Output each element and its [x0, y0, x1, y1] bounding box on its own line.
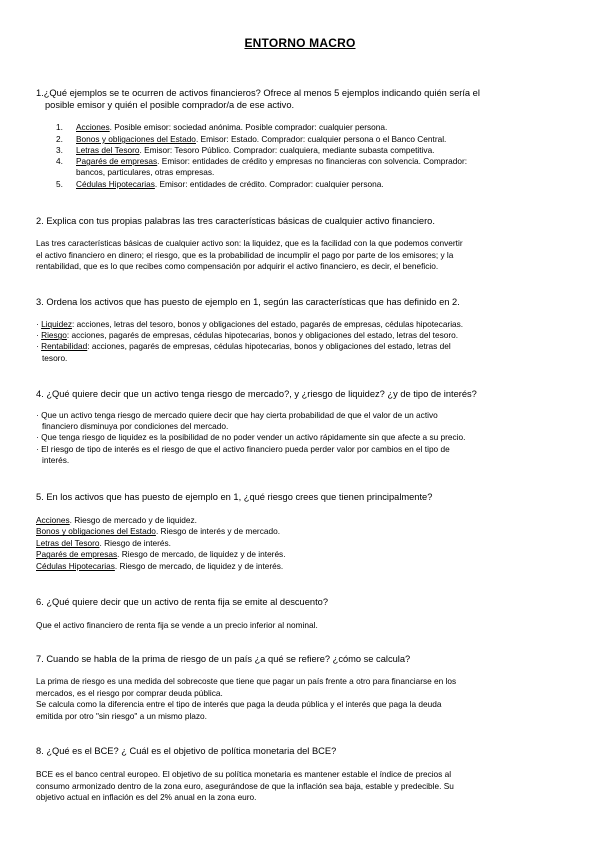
answer-6: Que el activo financiero de renta fija se vende a un precio inferior al nominal. [36, 620, 318, 630]
risk-text: . Riesgo de interés. [99, 537, 171, 548]
asset-term: Pagarés de empresas [76, 156, 158, 166]
asset-term: Pagarés de empresas [36, 549, 118, 560]
bullet-text-continued: tesoro. [42, 352, 68, 363]
list-item [56, 156, 556, 178]
list-number: 4. [56, 156, 63, 166]
risk-line [36, 538, 566, 549]
bullet-text: : acciones, pagarés de empresas, cédulas hipotecarias, bonos y obligaciones del estado, letras del tesoro. [66, 330, 459, 341]
answer-7 [36, 676, 566, 722]
asset-term: Acciones [76, 122, 110, 132]
question-2: 2. Explica con tus propias palabras las tres características básicas de cualquier activo financiero. [36, 216, 435, 226]
risk-text: . Riesgo de mercado, de liquidez y de interés. [114, 560, 284, 571]
question-3: 3. Ordena los activos que has puesto de ejemplo en 1, según las características que has definido en 2. [36, 297, 460, 307]
answer-line: emitida por otro "sin riesgo" a un mismo plazo. [36, 710, 207, 721]
list-number: 1. [56, 122, 63, 132]
list-item [56, 122, 556, 133]
risk-text: . Riesgo de mercado, de liquidez y de interés. [117, 549, 286, 560]
bullet-text: · Que un activo tenga riesgo de mercado quiere decir que hay cierta probabilidad de que el valor de un activo [36, 410, 438, 420]
asset-term: Bonos y obligaciones del Estado [36, 526, 156, 537]
asset-term: Letras del Tesoro [76, 145, 140, 155]
answer-line: mercados, es el riesgo por comprar deuda pública. [36, 687, 223, 698]
asset-term: Cédulas Hipotecarias [36, 560, 115, 571]
answer-4 [36, 410, 556, 466]
list-number: 5. [56, 179, 63, 189]
risk-text: . Riesgo de interés y de mercado. [155, 526, 280, 537]
asset-term: Bonos y obligaciones del Estado [76, 134, 196, 144]
question-8: 8. ¿Qué es el BCE? ¿ Cuál es el objetivo de política monetaria del BCE? [36, 746, 337, 756]
answer-line: Las tres características básicas de cualquier activo son: la liquidez, que es la facilidad con la que podemos convertir [36, 238, 463, 248]
characteristic-term: Liquidez [41, 319, 72, 329]
asset-term: Letras del Tesoro [36, 537, 100, 548]
list-text-continued: bancos, particulares, otras empresas. [76, 166, 215, 177]
characteristic-term: Rentabilidad [41, 341, 88, 352]
answer-line: consumo armonizado dentro de la zona euro, asegurándose de que la inflación sea baja, estable y predecible. Su [36, 780, 454, 791]
risk-line [36, 549, 566, 560]
bullet-text-continued: financiero disminuya por condiciones del mercado. [42, 421, 229, 432]
question-6: 6. ¿Qué quiere decir que un activo de renta fija se emite al descuento? [36, 597, 328, 607]
question-5: 5. En los activos que has puesto de ejemplo en 1, ¿qué riesgo crees que tienen principalmente? [36, 492, 433, 502]
bullet-text-continued: interés. [42, 454, 70, 465]
asset-term: Cédulas Hipotecarias [76, 179, 155, 189]
bullet-text: · Que tenga riesgo de liquidez es la posibilidad de no poder vender un activo rápidamente sin que afecte a su precio. [36, 432, 466, 443]
bullet-text: · El riesgo de tipo de interés es el riesgo de que el activo financiero pueda perder valor por cambios en el tipo de [36, 443, 450, 454]
answer-3 [36, 319, 556, 364]
answer-line: La prima de riesgo es una medida del sobrecoste que tiene que pagar un país frente a otro para financiarse en los [36, 676, 457, 686]
answer-5 [36, 515, 566, 572]
bullet-item [36, 410, 556, 432]
risk-line [36, 515, 566, 526]
risk-line [36, 526, 566, 537]
answer-line: Se calcula como la diferencia entre el tipo de interés que paga la deuda pública y el interés que paga la deuda [36, 699, 442, 710]
answer-line: rentabilidad, que es lo que recibes como compensación por adquirir el activo financiero, es decir, el beneficio. [36, 261, 439, 272]
list-number: 2. [56, 134, 63, 144]
characteristic-term: Riesgo [41, 330, 67, 341]
answer-line: el activo financiero en dinero; el riesgo, que es la probabilidad de incumplir el pago por parte de los emisores; y la [36, 249, 454, 260]
risk-text: . Riesgo de mercado y de liquidez. [69, 515, 197, 525]
list-text: . Emisor: entidades de crédito. Comprador: cualquier persona. [154, 179, 384, 189]
bullet-item: · Liquidez: acciones, letras del tesoro, bonos y obligaciones del estado, pagarés de empresas, cédulas hipotecarias. [36, 319, 464, 329]
bullet-text: : acciones, pagarés de empresas, cédulas hipotecarias, bonos y obligaciones del estado, letras del [87, 341, 451, 352]
list-text: . Emisor: Tesoro Público. Comprador: cualquiera, mediante subasta competitiva. [139, 145, 435, 155]
bullet-item: · Rentabilidad: acciones, pagarés de empresas, cédulas hipotecarias, bonos y obligaciones del estado, letras del tesoro. [36, 341, 556, 363]
question-7: 7. Cuando se habla de la prima de riesgo de un país ¿a qué se refiere? ¿cómo se calcula? [36, 654, 411, 664]
list-item [56, 179, 556, 190]
list-text: . Emisor: entidades de crédito y empresas no financieras con solvencia. Comprador: [157, 156, 468, 166]
bullet-text: : acciones, letras del tesoro, bonos y obligaciones del estado, pagarés de empresas, cédulas hipotecarias. [72, 319, 464, 329]
answer-2 [36, 238, 566, 273]
bullet-item: · Riesgo: acciones, pagarés de empresas, cédulas hipotecarias, bonos y obligaciones del estado, letras del tesoro. [36, 330, 459, 341]
risk-line [36, 561, 566, 572]
list-text: . Posible emisor: sociedad anónima. Posible comprador: cualquier persona. [109, 122, 388, 132]
list-text: . Emisor: Estado. Comprador: cualquier persona o el Banco Central. [195, 134, 447, 144]
list-item [56, 134, 556, 145]
answer-line: BCE es el banco central europeo. El objetivo de su política monetaria es mantener estable el índice de precios al [36, 769, 452, 779]
answer-line: objetivo actual en inflación es del 2% anual en la zona euro. [36, 792, 257, 803]
bullet-item [36, 432, 556, 443]
list-item [56, 145, 556, 156]
question-1-line-2: posible emisor y quién el posible comprador/a de ese activo. [45, 100, 295, 110]
question-1-line-1: 1.¿Qué ejemplos se te ocurren de activos financieros? Ofrece al menos 5 ejemplos indicando quién sería el [36, 88, 480, 98]
question-1 [36, 87, 566, 111]
list-number: 3. [56, 145, 63, 155]
asset-term: Acciones [36, 515, 70, 525]
bullet-item [36, 444, 556, 466]
answer-8 [36, 769, 566, 804]
question-4: 4. ¿Qué quiere decir que un activo tenga riesgo de mercado?, y ¿riesgo de liquidez? ¿y de tipo de interés? [36, 389, 477, 399]
document-title: ENTORNO MACRO [244, 36, 356, 50]
